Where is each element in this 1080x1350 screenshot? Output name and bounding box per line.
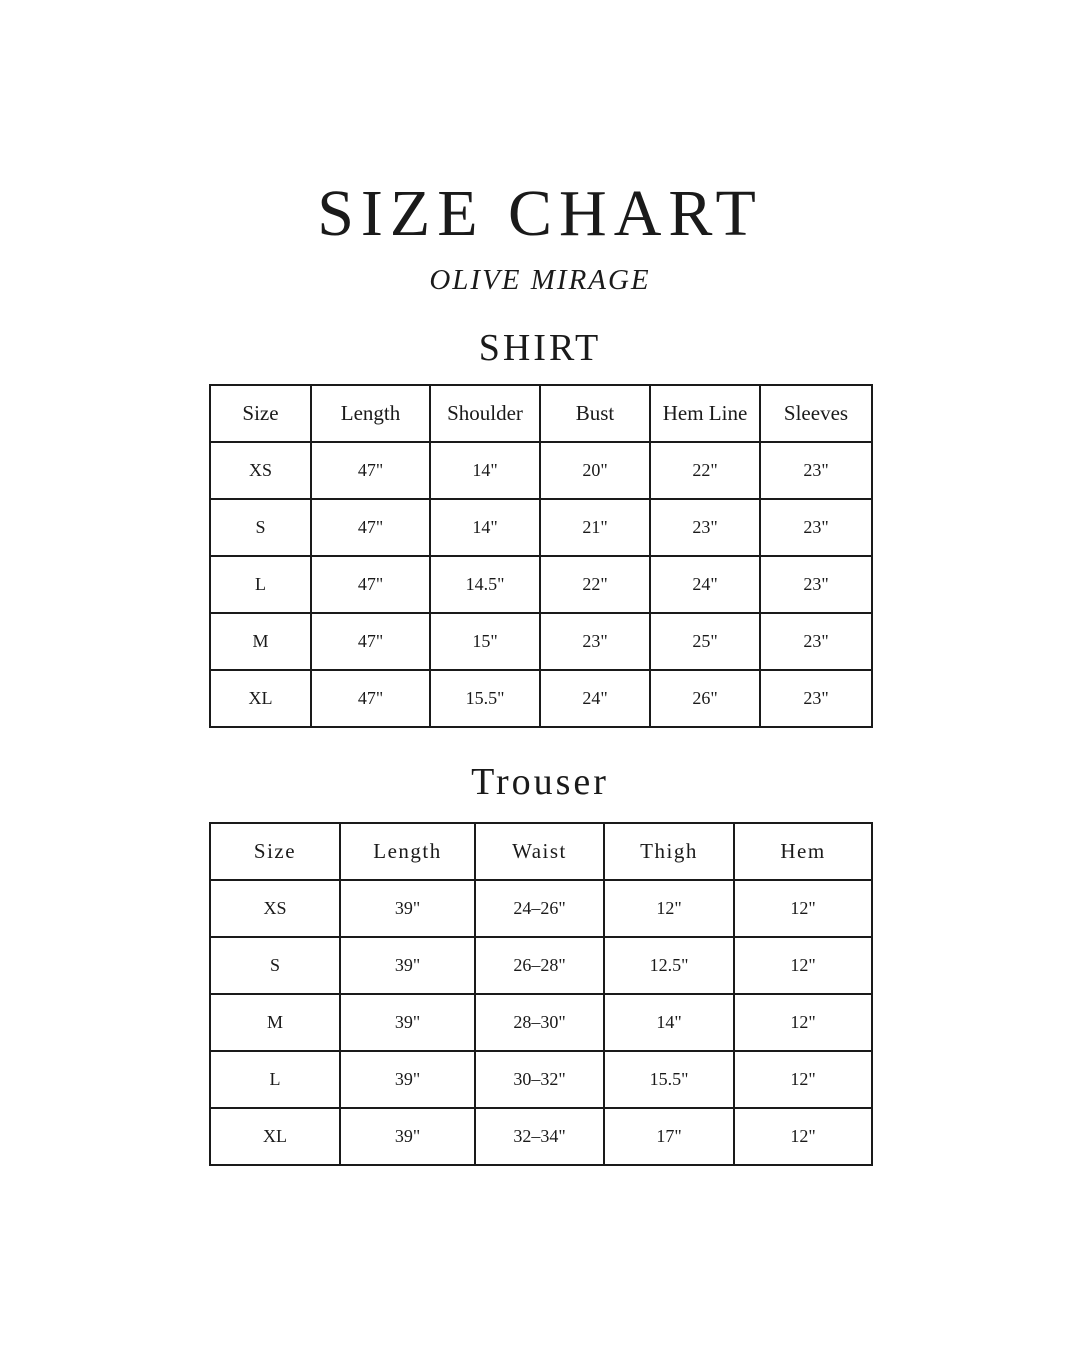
table-cell: 12.5" xyxy=(604,937,734,994)
table-cell: 22" xyxy=(650,442,760,499)
table-cell: 47" xyxy=(311,670,430,727)
table-cell: 24–26" xyxy=(475,880,604,937)
column-header-length: Length xyxy=(340,823,475,880)
table-cell: 12" xyxy=(734,1051,872,1108)
table-cell: 12" xyxy=(734,1108,872,1165)
table-cell: 17" xyxy=(604,1108,734,1165)
page-title: SIZE CHART xyxy=(317,177,763,250)
column-header-size: Size xyxy=(210,823,340,880)
table-cell: S xyxy=(210,499,311,556)
table-cell: 23" xyxy=(650,499,760,556)
table-cell: M xyxy=(210,994,340,1051)
table-cell: 14" xyxy=(430,442,540,499)
table-cell: 25" xyxy=(650,613,760,670)
table-cell: 47" xyxy=(311,613,430,670)
table-cell: XS xyxy=(210,880,340,937)
table-cell: 23" xyxy=(760,613,872,670)
table-cell: 30–32" xyxy=(475,1051,604,1108)
table-cell: 14.5" xyxy=(430,556,540,613)
table-cell: 15" xyxy=(430,613,540,670)
table-header-row xyxy=(210,823,872,880)
table-cell: 23" xyxy=(760,499,872,556)
column-header-sleeves: Sleeves xyxy=(760,385,872,442)
table-cell: 39" xyxy=(340,994,475,1051)
column-header-hem-line: Hem Line xyxy=(650,385,760,442)
column-header-size: Size xyxy=(210,385,311,442)
table-row xyxy=(210,937,872,994)
table-cell: 24" xyxy=(540,670,650,727)
trouser-section-title: Trouser xyxy=(471,761,609,803)
table-cell: 47" xyxy=(311,442,430,499)
table-header-row xyxy=(210,385,872,442)
table-cell: 12" xyxy=(604,880,734,937)
table-cell: 12" xyxy=(734,880,872,937)
table-cell: 26–28" xyxy=(475,937,604,994)
shirt-section-title: SHIRT xyxy=(478,327,602,369)
table-cell: XL xyxy=(210,1108,340,1165)
table-cell: 22" xyxy=(540,556,650,613)
shirt-size-table xyxy=(209,384,873,728)
table-cell: M xyxy=(210,613,311,670)
table-row xyxy=(210,670,872,727)
table-cell: 47" xyxy=(311,499,430,556)
table-cell: 39" xyxy=(340,880,475,937)
table-cell: 39" xyxy=(340,1051,475,1108)
table-row xyxy=(210,880,872,937)
column-header-length: Length xyxy=(311,385,430,442)
column-header-thigh: Thigh xyxy=(604,823,734,880)
table-cell: XS xyxy=(210,442,311,499)
table-row xyxy=(210,613,872,670)
table-cell: 26" xyxy=(650,670,760,727)
table-cell: 28–30" xyxy=(475,994,604,1051)
table-cell: 39" xyxy=(340,937,475,994)
table-cell: S xyxy=(210,937,340,994)
collection-name: OLIVE MIRAGE xyxy=(429,264,651,296)
table-cell: XL xyxy=(210,670,311,727)
table-cell: 23" xyxy=(540,613,650,670)
column-header-hem: Hem xyxy=(734,823,872,880)
trouser-size-table xyxy=(209,822,873,1166)
column-header-waist: Waist xyxy=(475,823,604,880)
table-cell: 15.5" xyxy=(430,670,540,727)
table-cell: 15.5" xyxy=(604,1051,734,1108)
table-cell: L xyxy=(210,556,311,613)
column-header-bust: Bust xyxy=(540,385,650,442)
table-cell: 21" xyxy=(540,499,650,556)
table-cell: L xyxy=(210,1051,340,1108)
table-cell: 24" xyxy=(650,556,760,613)
table-cell: 39" xyxy=(340,1108,475,1165)
table-row xyxy=(210,1108,872,1165)
table-cell: 14" xyxy=(430,499,540,556)
table-cell: 12" xyxy=(734,937,872,994)
table-cell: 12" xyxy=(734,994,872,1051)
table-cell: 32–34" xyxy=(475,1108,604,1165)
table-cell: 23" xyxy=(760,670,872,727)
table-row xyxy=(210,1051,872,1108)
table-cell: 23" xyxy=(760,556,872,613)
table-row xyxy=(210,994,872,1051)
table-cell: 47" xyxy=(311,556,430,613)
column-header-shoulder: Shoulder xyxy=(430,385,540,442)
table-row xyxy=(210,556,872,613)
table-cell: 20" xyxy=(540,442,650,499)
table-cell: 23" xyxy=(760,442,872,499)
table-row xyxy=(210,499,872,556)
table-cell: 14" xyxy=(604,994,734,1051)
table-row xyxy=(210,442,872,499)
